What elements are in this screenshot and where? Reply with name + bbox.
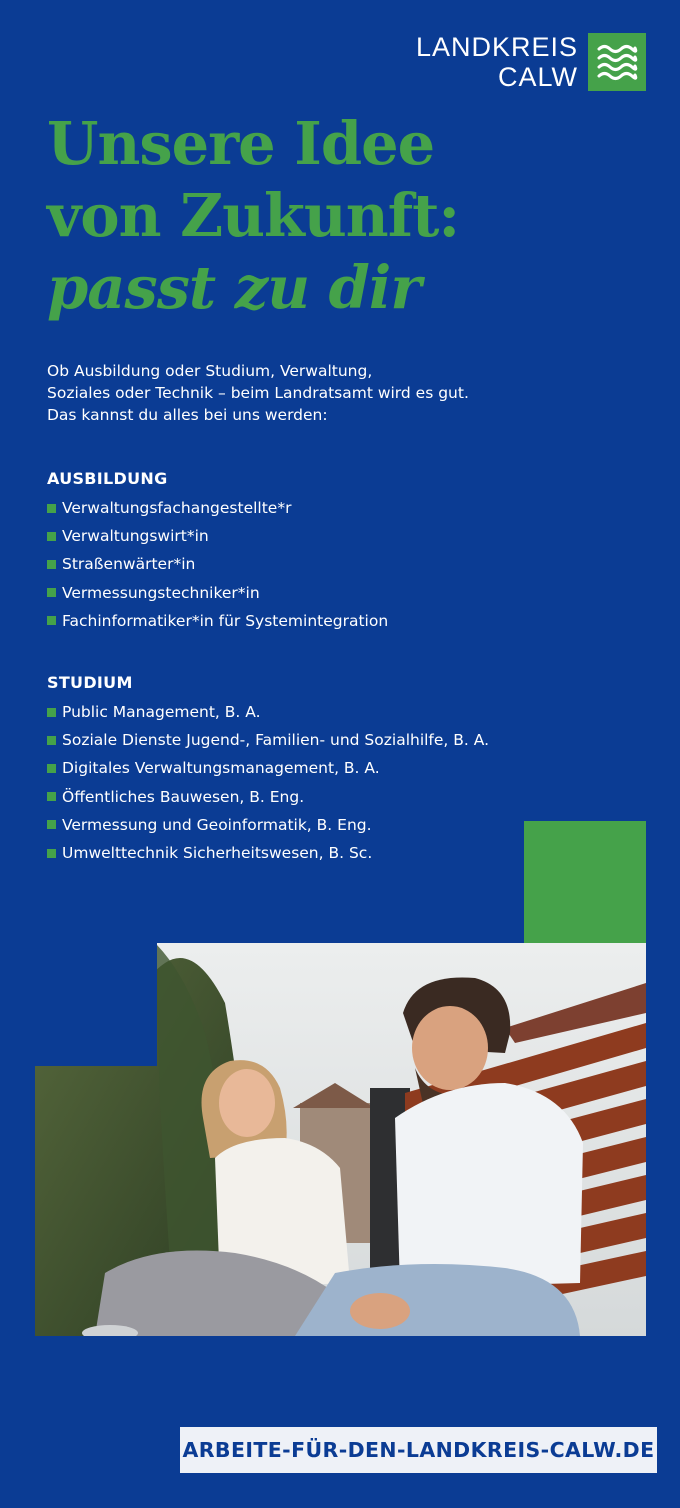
list-item bbox=[47, 839, 489, 867]
list-item-label: Straßenwärter*in bbox=[62, 555, 196, 574]
list-item bbox=[47, 607, 388, 635]
headline-line-1: Unsere Idee bbox=[47, 109, 435, 178]
list-item-label: Verwaltungsfachangestellte*r bbox=[62, 499, 292, 518]
website-url[interactable]: ARBEITE-FÜR-DEN-LANDKREIS-CALW.DE bbox=[182, 1438, 655, 1462]
list-item bbox=[47, 494, 388, 522]
list-item bbox=[47, 522, 388, 550]
list-item bbox=[47, 698, 489, 726]
bullet-square-icon bbox=[47, 708, 56, 717]
logo-text bbox=[416, 32, 578, 92]
bullet-square-icon bbox=[47, 736, 56, 745]
bullet-square-icon bbox=[47, 849, 56, 858]
intro-line-3: Das kannst du alles bei uns werden: bbox=[47, 406, 328, 424]
list-item-label: Vermessung und Geoinformatik, B. Eng. bbox=[62, 815, 372, 834]
list-item bbox=[47, 726, 489, 754]
bullet-square-icon bbox=[47, 504, 56, 513]
website-url-box[interactable] bbox=[180, 1427, 657, 1473]
ausbildung-list bbox=[47, 494, 388, 635]
list-item-label: Digitales Verwaltungsmanagement, B. A. bbox=[62, 759, 380, 778]
studium-section bbox=[47, 673, 489, 867]
bullet-square-icon bbox=[47, 532, 56, 541]
list-item bbox=[47, 550, 388, 578]
bullet-square-icon bbox=[47, 616, 56, 625]
studium-title: STUDIUM bbox=[47, 673, 133, 692]
list-item bbox=[47, 811, 489, 839]
logo-line-2: CALW bbox=[497, 62, 578, 92]
list-item-label: Fachinformatiker*in für Systemintegration bbox=[62, 611, 389, 630]
bullet-square-icon bbox=[47, 764, 56, 773]
headline bbox=[47, 108, 459, 324]
intro-line-1: Ob Ausbildung oder Studium, Verwaltung, bbox=[47, 362, 373, 380]
green-accent-block bbox=[524, 821, 646, 943]
list-item-label: Umwelttechnik Sicherheitswesen, B. Sc. bbox=[62, 844, 373, 863]
waves-icon bbox=[588, 33, 646, 91]
bullet-square-icon bbox=[47, 588, 56, 597]
intro-text bbox=[47, 360, 469, 426]
bullet-square-icon bbox=[47, 560, 56, 569]
ausbildung-section bbox=[47, 469, 388, 635]
list-item bbox=[47, 754, 489, 782]
list-item bbox=[47, 579, 388, 607]
landkreis-calw-logo bbox=[416, 32, 646, 92]
list-item-label: Verwaltungswirt*in bbox=[62, 527, 209, 546]
list-item-label: Öffentliches Bauwesen, B. Eng. bbox=[62, 787, 305, 806]
students-photo bbox=[35, 943, 646, 1336]
logo-line-1: LANDKREIS bbox=[415, 32, 578, 62]
bullet-square-icon bbox=[47, 792, 56, 801]
list-item-label: Vermessungstechniker*in bbox=[62, 583, 260, 602]
bullet-square-icon bbox=[47, 820, 56, 829]
list-item bbox=[47, 783, 489, 811]
list-item-label: Soziale Dienste Jugend-, Familien- und Sozialhilfe, B. A. bbox=[62, 731, 490, 750]
intro-line-2: Soziales oder Technik – beim Landratsamt wird es gut. bbox=[47, 384, 469, 402]
headline-line-2: von Zukunft: bbox=[47, 181, 460, 250]
studium-list bbox=[47, 698, 489, 867]
list-item-label: Public Management, B. A. bbox=[62, 703, 261, 722]
headline-line-3: passt zu dir bbox=[47, 253, 421, 322]
ausbildung-title: AUSBILDUNG bbox=[47, 469, 168, 488]
